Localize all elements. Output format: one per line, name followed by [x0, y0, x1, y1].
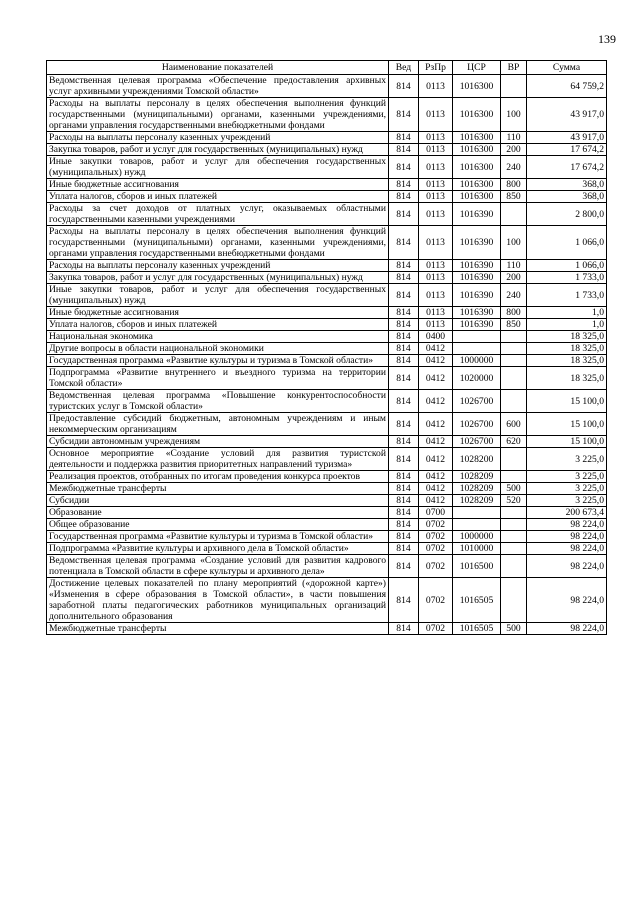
cell-sum: 98 224,0: [527, 519, 607, 531]
cell-name: Ведомственная целевая программа «Создание условий для развития кадрового потенциала в Томской области в сфере культуры и архивного дела»: [47, 555, 389, 578]
cell-rzpr: 0700: [419, 507, 453, 519]
cell-vr: 200: [501, 144, 527, 156]
cell-vr: 200: [501, 272, 527, 284]
cell-sum: 18 325,0: [527, 355, 607, 367]
cell-rzpr: 0113: [419, 260, 453, 272]
cell-name: Подпрограмма «Развитие внутреннего и въездного туризма на территории Томской области»: [47, 367, 389, 390]
cell-vr: 100: [501, 226, 527, 260]
header-sum: Сумма: [527, 61, 607, 75]
cell-name: Государственная программа «Развитие культуры и туризма в Томской области»: [47, 531, 389, 543]
table-row: [47, 260, 607, 272]
cell-csr: 1028209: [453, 483, 501, 495]
cell-ved: 814: [389, 226, 419, 260]
cell-vr: [501, 203, 527, 226]
cell-csr: 1026700: [453, 390, 501, 413]
cell-ved: 814: [389, 307, 419, 319]
cell-ved: 814: [389, 98, 419, 132]
cell-name: Государственная программа «Развитие культуры и туризма в Томской области»: [47, 355, 389, 367]
cell-vr: [501, 367, 527, 390]
cell-rzpr: 0113: [419, 75, 453, 98]
cell-rzpr: 0113: [419, 98, 453, 132]
cell-ved: 814: [389, 367, 419, 390]
cell-name: Иные закупки товаров, работ и услуг для обеспечения государственных (муниципальных) нужд: [47, 284, 389, 307]
cell-name: Основное мероприятие «Создание условий для развития туристской деятельности и поддержка развития приоритетных направлений туризма»: [47, 448, 389, 471]
cell-csr: 1010000: [453, 543, 501, 555]
cell-ved: 814: [389, 483, 419, 495]
cell-vr: 800: [501, 307, 527, 319]
cell-name: Национальная экономика: [47, 331, 389, 343]
cell-ved: 814: [389, 203, 419, 226]
cell-csr: 1028209: [453, 495, 501, 507]
cell-vr: 110: [501, 260, 527, 272]
table-row: [47, 179, 607, 191]
cell-csr: [453, 507, 501, 519]
table-row: [47, 98, 607, 132]
table-row: [47, 519, 607, 531]
cell-rzpr: 0113: [419, 156, 453, 179]
cell-vr: [501, 331, 527, 343]
cell-sum: 3 225,0: [527, 495, 607, 507]
cell-name: Общее образование: [47, 519, 389, 531]
cell-rzpr: 0412: [419, 413, 453, 436]
table-row: [47, 203, 607, 226]
cell-sum: 43 917,0: [527, 98, 607, 132]
cell-ved: 814: [389, 507, 419, 519]
table-row: [47, 284, 607, 307]
cell-name: Закупка товаров, работ и услуг для государственных (муниципальных) нужд: [47, 272, 389, 284]
cell-name: Подпрограмма «Развитие культуры и архивного дела в Томской области»: [47, 543, 389, 555]
cell-csr: 1026700: [453, 413, 501, 436]
cell-vr: 600: [501, 413, 527, 436]
cell-rzpr: 0113: [419, 226, 453, 260]
cell-vr: 110: [501, 132, 527, 144]
table-body: [47, 75, 607, 635]
cell-name: Расходы на выплаты персоналу в целях обеспечения выполнения функций государственными (муниципальными) органами, казенными учреждениями, органами управления государственными внебюджетными фондами: [47, 98, 389, 132]
cell-csr: 1026700: [453, 436, 501, 448]
cell-vr: 850: [501, 191, 527, 203]
cell-sum: 1 066,0: [527, 226, 607, 260]
table-row: [47, 413, 607, 436]
cell-name: Предоставление субсидий бюджетным, автономным учреждениям и иным некоммерческим организациям: [47, 413, 389, 436]
cell-ved: 814: [389, 519, 419, 531]
table-row: [47, 471, 607, 483]
cell-ved: 814: [389, 436, 419, 448]
cell-sum: 1,0: [527, 319, 607, 331]
cell-csr: [453, 343, 501, 355]
cell-csr: 1016390: [453, 307, 501, 319]
header-name: Наименование показателей: [47, 61, 389, 75]
cell-csr: 1028209: [453, 471, 501, 483]
cell-sum: 98 224,0: [527, 555, 607, 578]
cell-ved: 814: [389, 355, 419, 367]
cell-name: Уплата налогов, сборов и иных платежей: [47, 319, 389, 331]
cell-ved: 814: [389, 191, 419, 203]
cell-sum: 1 733,0: [527, 272, 607, 284]
table-row: [47, 448, 607, 471]
table-row: [47, 144, 607, 156]
cell-name: Реализация проектов, отобранных по итогам проведения конкурса проектов: [47, 471, 389, 483]
cell-rzpr: 0412: [419, 390, 453, 413]
cell-ved: 814: [389, 471, 419, 483]
cell-sum: 17 674,2: [527, 156, 607, 179]
cell-vr: 620: [501, 436, 527, 448]
cell-rzpr: 0702: [419, 531, 453, 543]
table-row: [47, 75, 607, 98]
cell-ved: 814: [389, 272, 419, 284]
cell-rzpr: 0412: [419, 436, 453, 448]
cell-vr: [501, 507, 527, 519]
cell-rzpr: 0113: [419, 307, 453, 319]
cell-rzpr: 0412: [419, 367, 453, 390]
cell-name: Межбюджетные трансферты: [47, 483, 389, 495]
cell-vr: 800: [501, 179, 527, 191]
table-row: [47, 355, 607, 367]
cell-ved: 814: [389, 75, 419, 98]
table-row: [47, 507, 607, 519]
cell-sum: 200 673,4: [527, 507, 607, 519]
cell-vr: [501, 543, 527, 555]
cell-sum: 18 325,0: [527, 367, 607, 390]
cell-csr: 1016505: [453, 578, 501, 623]
table-row: [47, 531, 607, 543]
cell-vr: 500: [501, 483, 527, 495]
table-row: [47, 226, 607, 260]
table-row: [47, 156, 607, 179]
cell-rzpr: 0412: [419, 343, 453, 355]
table-row: [47, 495, 607, 507]
cell-ved: 814: [389, 390, 419, 413]
cell-csr: 1016300: [453, 132, 501, 144]
cell-vr: [501, 343, 527, 355]
cell-name: Образование: [47, 507, 389, 519]
cell-name: Закупка товаров, работ и услуг для государственных (муниципальных) нужд: [47, 144, 389, 156]
cell-ved: 814: [389, 132, 419, 144]
table-row: [47, 623, 607, 635]
table-row: [47, 331, 607, 343]
cell-rzpr: 0702: [419, 555, 453, 578]
cell-csr: 1016300: [453, 191, 501, 203]
cell-csr: 1016300: [453, 75, 501, 98]
cell-csr: 1016505: [453, 623, 501, 635]
cell-name: Субсидии автономным учреждениям: [47, 436, 389, 448]
header-row: [47, 61, 607, 75]
cell-sum: 43 917,0: [527, 132, 607, 144]
cell-name: Ведомственная целевая программа «Повышение конкурентоспособности туристских услуг в Томской области»: [47, 390, 389, 413]
table-row: [47, 307, 607, 319]
cell-ved: 814: [389, 343, 419, 355]
cell-csr: 1000000: [453, 531, 501, 543]
cell-csr: 1028200: [453, 448, 501, 471]
cell-rzpr: 0412: [419, 495, 453, 507]
cell-sum: 18 325,0: [527, 343, 607, 355]
header-ved: Вед: [389, 61, 419, 75]
cell-name: Расходы за счет доходов от платных услуг, оказываемых областными государственными казенными учреждениями: [47, 203, 389, 226]
cell-csr: 1016300: [453, 156, 501, 179]
cell-csr: 1016390: [453, 272, 501, 284]
cell-ved: 814: [389, 543, 419, 555]
table-row: [47, 436, 607, 448]
cell-ved: 814: [389, 495, 419, 507]
cell-vr: [501, 471, 527, 483]
cell-vr: [501, 390, 527, 413]
cell-vr: [501, 448, 527, 471]
cell-vr: [501, 75, 527, 98]
cell-ved: 814: [389, 319, 419, 331]
cell-sum: 3 225,0: [527, 483, 607, 495]
cell-sum: 1 733,0: [527, 284, 607, 307]
cell-ved: 814: [389, 448, 419, 471]
cell-sum: 98 224,0: [527, 578, 607, 623]
cell-sum: 2 800,0: [527, 203, 607, 226]
cell-csr: 1016300: [453, 179, 501, 191]
cell-sum: 98 224,0: [527, 531, 607, 543]
table-row: [47, 390, 607, 413]
cell-sum: 15 100,0: [527, 413, 607, 436]
cell-csr: 1000000: [453, 355, 501, 367]
cell-rzpr: 0702: [419, 543, 453, 555]
cell-sum: 3 225,0: [527, 448, 607, 471]
cell-vr: 520: [501, 495, 527, 507]
cell-rzpr: 0702: [419, 578, 453, 623]
cell-name: Уплата налогов, сборов и иных платежей: [47, 191, 389, 203]
cell-sum: 64 759,2: [527, 75, 607, 98]
page-number: 139: [598, 32, 616, 46]
cell-sum: 98 224,0: [527, 623, 607, 635]
table-row: [47, 367, 607, 390]
cell-name: Иные бюджетные ассигнования: [47, 179, 389, 191]
cell-csr: 1016390: [453, 319, 501, 331]
budget-table: [46, 60, 607, 635]
cell-ved: 814: [389, 623, 419, 635]
cell-name: Достижение целевых показателей по плану мероприятий («дорожной карте») «Изменения в сфере образования в Томской области», в части повышения заработной платы педагогических работников муниципальных организаций дополнительного образования: [47, 578, 389, 623]
cell-rzpr: 0412: [419, 471, 453, 483]
cell-sum: 18 325,0: [527, 331, 607, 343]
cell-rzpr: 0702: [419, 623, 453, 635]
table-row: [47, 191, 607, 203]
cell-sum: 15 100,0: [527, 390, 607, 413]
cell-vr: 240: [501, 156, 527, 179]
header-vr: ВР: [501, 61, 527, 75]
header-rzpr: РзПр: [419, 61, 453, 75]
cell-ved: 814: [389, 578, 419, 623]
cell-ved: 814: [389, 413, 419, 436]
cell-ved: 814: [389, 260, 419, 272]
cell-vr: [501, 555, 527, 578]
cell-name: Расходы на выплаты персоналу в целях обеспечения выполнения функций государственными (муниципальными) органами, казенными учреждениями, органами управления государственными внебюджетными фондами: [47, 226, 389, 260]
cell-sum: 368,0: [527, 179, 607, 191]
table-row: [47, 343, 607, 355]
cell-name: Иные бюджетные ассигнования: [47, 307, 389, 319]
cell-ved: 814: [389, 284, 419, 307]
cell-sum: 3 225,0: [527, 471, 607, 483]
cell-rzpr: 0113: [419, 284, 453, 307]
cell-vr: [501, 519, 527, 531]
header-csr: ЦСР: [453, 61, 501, 75]
cell-name: Межбюджетные трансферты: [47, 623, 389, 635]
cell-csr: 1020000: [453, 367, 501, 390]
cell-name: Субсидии: [47, 495, 389, 507]
cell-ved: 814: [389, 144, 419, 156]
cell-rzpr: 0113: [419, 132, 453, 144]
cell-vr: 500: [501, 623, 527, 635]
table-row: [47, 319, 607, 331]
cell-name: Иные закупки товаров, работ и услуг для обеспечения государственных (муниципальных) нужд: [47, 156, 389, 179]
cell-rzpr: 0113: [419, 203, 453, 226]
cell-sum: 98 224,0: [527, 543, 607, 555]
table-row: [47, 483, 607, 495]
cell-ved: 814: [389, 555, 419, 578]
cell-csr: 1016390: [453, 260, 501, 272]
cell-rzpr: 0113: [419, 272, 453, 284]
cell-name: Расходы на выплаты персоналу казенных учреждений: [47, 260, 389, 272]
cell-rzpr: 0400: [419, 331, 453, 343]
cell-rzpr: 0412: [419, 355, 453, 367]
cell-rzpr: 0113: [419, 319, 453, 331]
cell-csr: 1016300: [453, 98, 501, 132]
table-row: [47, 555, 607, 578]
cell-rzpr: 0113: [419, 144, 453, 156]
cell-sum: 1,0: [527, 307, 607, 319]
cell-vr: 240: [501, 284, 527, 307]
cell-sum: 15 100,0: [527, 436, 607, 448]
cell-vr: 850: [501, 319, 527, 331]
cell-ved: 814: [389, 531, 419, 543]
cell-rzpr: 0412: [419, 448, 453, 471]
table-row: [47, 543, 607, 555]
cell-ved: 814: [389, 179, 419, 191]
cell-csr: 1016500: [453, 555, 501, 578]
cell-rzpr: 0113: [419, 179, 453, 191]
table-row: [47, 272, 607, 284]
cell-rzpr: 0702: [419, 519, 453, 531]
cell-vr: [501, 355, 527, 367]
cell-sum: 1 066,0: [527, 260, 607, 272]
cell-sum: 368,0: [527, 191, 607, 203]
cell-csr: 1016390: [453, 284, 501, 307]
cell-vr: 100: [501, 98, 527, 132]
cell-csr: 1016300: [453, 144, 501, 156]
cell-vr: [501, 578, 527, 623]
cell-csr: 1016390: [453, 203, 501, 226]
cell-sum: 17 674,2: [527, 144, 607, 156]
cell-ved: 814: [389, 156, 419, 179]
cell-csr: [453, 519, 501, 531]
table-row: [47, 132, 607, 144]
cell-rzpr: 0113: [419, 191, 453, 203]
cell-csr: 1016390: [453, 226, 501, 260]
cell-rzpr: 0412: [419, 483, 453, 495]
cell-vr: [501, 531, 527, 543]
cell-ved: 814: [389, 331, 419, 343]
cell-name: Другие вопросы в области национальной экономики: [47, 343, 389, 355]
table-row: [47, 578, 607, 623]
cell-name: Расходы на выплаты персоналу казенных учреждений: [47, 132, 389, 144]
cell-csr: [453, 331, 501, 343]
cell-name: Ведомственная целевая программа «Обеспечение предоставления архивных услуг архивными учреждениями Томской области»: [47, 75, 389, 98]
table-header: [47, 61, 607, 75]
